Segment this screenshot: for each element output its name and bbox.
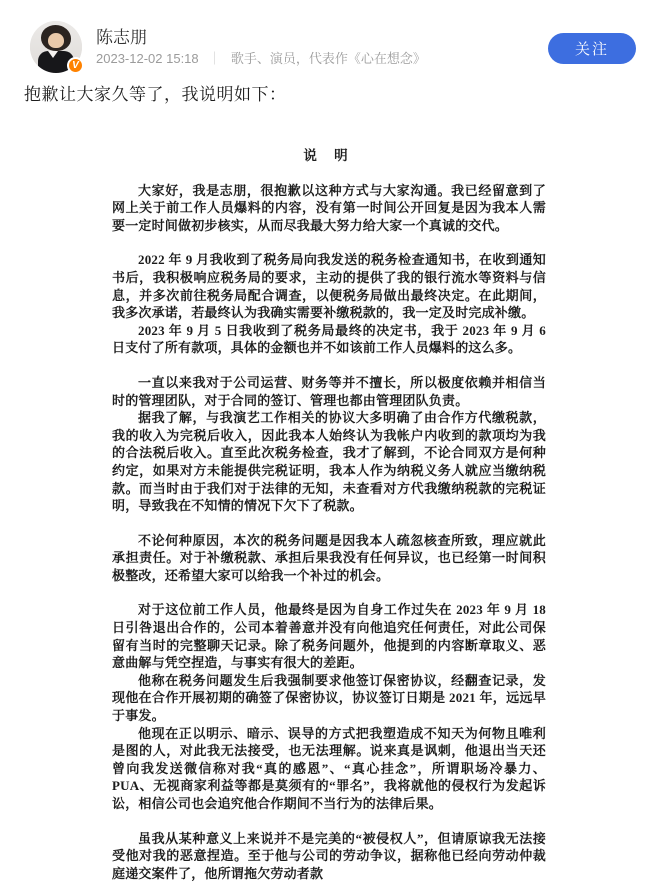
statement-paragraph: 大家好，我是志朋，很抱歉以这种方式与大家沟通。我已经留意到了网上关于前工作人员爆料的内容，没有第一时间公开回复是因为我本人需要一定时间做初步核实，从而尽我最大努力给大家一个真诚的交代。 [112, 182, 546, 233]
avatar-face [48, 33, 64, 48]
statement-group [112, 374, 546, 515]
post-text: 抱歉让大家久等了，我说明如下： [24, 85, 287, 104]
post-header [0, 0, 648, 76]
statement-paragraph: 他现在正以明示、暗示、误导的方式把我塑造成不知天为何物且唯利是图的人，对此我无法接受，也无法理解。说来真是讽刺，他退出当天还曾向我发送微信称对我“真的感恩”、“真心挂念”，所谓职场冷暴力、PUA、无视商家利益等都是莫须有的“罪名”，我将就他的侵权行为发起诉讼，相信公司也会追究他合作期间不当行为的法律后果。 [112, 725, 546, 811]
statement-group [112, 830, 546, 882]
statement-paragraph: 2022 年 9 月我收到了税务局向我发送的税务检查通知书，在收到通知书后，我积极响应税务局的要求，主动的提供了我的银行流水等资料与信息，并多次前往税务局配合调查，以便税务局做出最终决定。在此期间，我多次承诺，若最终认为我确实需要补缴税款的，我一定及时完成补缴。 [112, 252, 546, 321]
statement-paragraph: 据我了解，与我演艺工作相关的协议大多明确了由合作方代缴税款，我的收入为完税后收入，因此我本人始终认为我帐户内收到的款项均为我的合法税后收入。直至此次税务检查，我才了解到，不论合同双方是何种约定，如果对方未能提供完税证明，我本人作为纳税义务人就应当缴纳税款。而当时由于我们对于法律的无知，未查看对方代我缴纳税款的完税证明，导致我在不知情的情况下欠下了税款。 [112, 410, 546, 514]
timestamp: 2023-12-02 15:18 [96, 51, 199, 66]
statement-group [112, 532, 546, 585]
follow-button[interactable]: 关注 [548, 33, 636, 64]
post-meta [96, 48, 426, 67]
statement-paragraph: 不论何种原因，本次的税务问题是因我本人疏忽核查所致，理应就此承担责任。对于补缴税款、承担后果我没有任何异议，也已经第一时间积极整改，还希望大家可以给我一个补过的机会。 [112, 532, 546, 583]
statement-title: 说 明 [303, 148, 355, 163]
meta-separator: ｜ [208, 51, 222, 66]
statement-paragraph: 一直以来我对于公司运营、财务等并不擅长，所以极度依赖并相信当时的管理团队，对于合同的签订、管理也都由管理团队负责。 [112, 374, 546, 408]
statement-paragraph: 2023 年 9 月 5 日我收到了税务局最终的决定书，我于 2023 年 9 月 6 日支付了所有款项，具体的金额也并不如该前工作人员爆料的这么多。 [112, 322, 546, 356]
statement-paragraph: 对于这位前工作人员，他最终是因为自身工作过失在 2023 年 9 月 18 日引咎退出合作的，公司本着善意并没有向他追究任何责任，对此公司保留有当时的完整聊天记录。除了税务问题外，他提到的内容断章取义、恶意曲解与凭空捏造，与事实有很大的差距。 [112, 602, 546, 671]
verified-icon: V [67, 57, 84, 74]
user-name[interactable]: 陈志朋 [96, 28, 147, 47]
statement-group [112, 182, 546, 235]
user-description: 歌手、演员，代表作《心在想念》 [230, 51, 426, 66]
avatar[interactable] [30, 21, 82, 73]
statement-group [112, 601, 546, 812]
statement-paragraph: 他称在税务问题发生后我强制要求他签订保密协议，经翻查记录，发现他在合作开展初期的确签了保密协议，协议签订日期是 2021 年，远远早于事发。 [112, 672, 546, 724]
avatar-collar [48, 51, 58, 58]
statement-image[interactable] [112, 147, 546, 882]
statement-group [112, 251, 546, 357]
statement-paragraph: 虽我从某种意义上来说并不是完美的“被侵权人”，但请原谅我无法接受他对我的恶意捏造。至于他与公司的劳动争议，据称他已经向劳动仲裁庭递交案件了，他所谓拖欠劳动者款 [112, 830, 546, 881]
